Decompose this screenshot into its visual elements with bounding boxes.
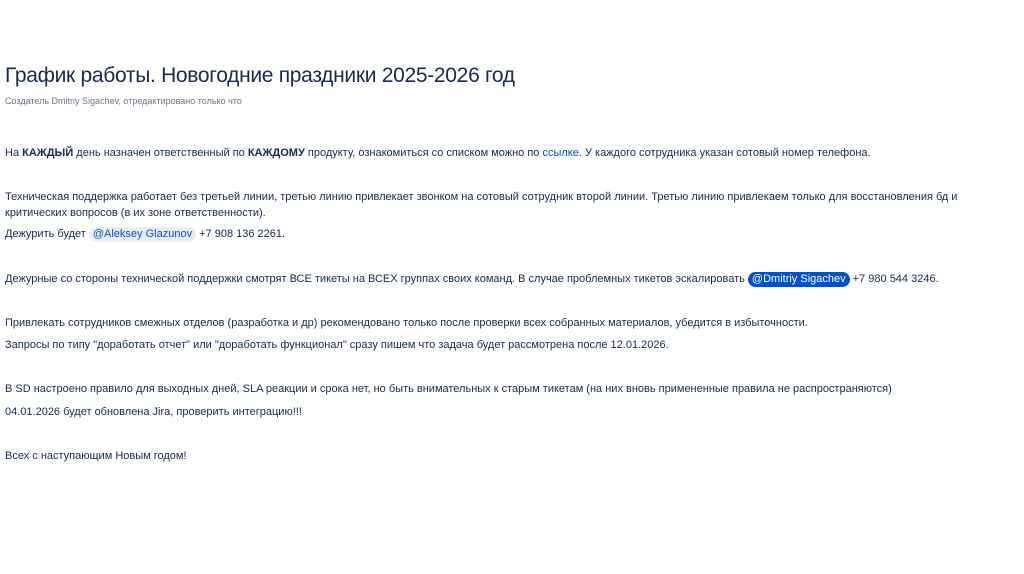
text-segment: день назначен ответственный по	[73, 147, 248, 159]
list-link[interactable]: ссылке	[542, 147, 579, 159]
text-segment: . У каждого сотрудника указан сотовый номер телефона.	[578, 147, 871, 159]
page-title: График работы. Новогодние праздники 2025-2026 год	[5, 64, 515, 87]
mention-dmitriy-sigachev[interactable]: @Dmitriy Sigachev	[748, 272, 850, 287]
phone-number: +7 980 544 3246.	[849, 273, 939, 285]
paragraph-greeting: Всех с наступающим Новым годом!	[5, 450, 187, 462]
text-segment: На	[5, 147, 23, 159]
phone-number: +7 908 136 2261.	[196, 228, 286, 240]
paragraph-other-departments: Привлекать сотрудников смежных отделов (разработка и др) рекомендовано только после проверки всех собранных материалов, убедится в избыточности.	[5, 317, 808, 329]
paragraph-on-duty	[5, 226, 1014, 242]
mention-aleksey-glazunov[interactable]: @Aleksey Glazunov	[89, 227, 196, 242]
text-segment: Дежурить будет	[5, 228, 89, 240]
paragraph-escalation	[5, 271, 1014, 287]
paragraph-responsible	[5, 145, 1014, 161]
paragraph-support-lines: Техническая поддержка работает без третьей линии, третью линию привлекает звонком на сотовый сотрудник второй линии. Третью линию привлекаем только для восстановления бд и критических вопросов (в их зоне ответственности).	[5, 191, 958, 219]
bold-text-every-day: КАЖДЫЙ	[22, 147, 74, 159]
page-byline: Создатель Dmitriy Sigachev, отредактировано только что	[5, 96, 242, 106]
text-segment: продукту, ознакомиться со списком можно по	[304, 147, 543, 159]
paragraph-requests: Запросы по типу "доработать отчет" или "доработать функционал" сразу пишем что задача будет рассмотрена после 12.01.2026.	[5, 339, 669, 351]
paragraph-jira-update: 04.01.2026 будет обновлена Jira, проверить интеграцию!!!	[5, 406, 302, 418]
paragraph-sd-rule: В SD настроено правило для выходных дней, SLA реакции и срока нет, но быть внимательных к старым тикетам (на них вновь примененные правила не распространяются)	[5, 383, 892, 395]
bold-text-every-product: КАЖДОМУ	[247, 147, 305, 159]
text-segment: Дежурные со стороны технической поддержки смотрят ВСЕ тикеты на ВСЕХ группах своих команд. В случае проблемных тикетов эскалировать	[5, 273, 748, 285]
